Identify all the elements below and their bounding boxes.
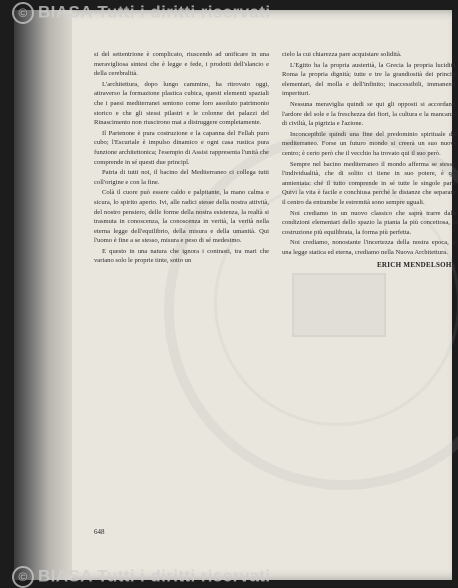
paragraph: Colà il cuore può essere caldo e palpitante, la mano calma e sicura, lo spirito aperto. Ivi, alle radici stesse della nostra attività, del nostro pensiero, delle forme della nostra esistenza, la realtà si trasmuta in conoscenza, la conoscenza in verità, la verità nella eterna legge dell'equilibrio, della misura e della umanità. Qui l'uomo è fine a se stesso, misura e peso di sé medesimo. (94, 189, 269, 245)
copyright-watermark-bottom (12, 566, 270, 588)
book-page (14, 10, 457, 580)
copyright-icon: © (12, 566, 34, 588)
text-column-left (94, 50, 269, 267)
paragraph: Patria di tutti noi, il bacino del Mediterraneo ci collega tutti coll'origine e con la fine. (94, 169, 269, 186)
watermark-text: BIASA Tutti i diritti riservati (38, 566, 271, 586)
paragraph: L'architettura, dopo lungo cammino, ha ritrovato oggi, attraverso la formazione plastica cubica, questi elementi spaziali che i paesi mediterranei sentono come loro assoluto patrimonio storico e che gli stessi pilastri e le colonne dei palazzi del Rinascimento non riuscirono mai a distruggere completamente. (94, 80, 269, 127)
watermark-text: BIASA Tutti i diritti riservati (38, 2, 271, 22)
paragraph: si del settentrione è complicato, riuscendo ad unificare in una meravigliosa sintesi che è legge e fede, i prodotti dell'slancio e della cerebralità. (94, 51, 269, 78)
paragraph: Nessuna meraviglia quindi se qui gli opposti si accordano: l'ardore del sole e la freschezza dei fiori, la cultura e la mancanza di civiltà, la pigrizia e l'azione. (282, 100, 457, 128)
author-signature: ERICH MENDELSOHN (376, 261, 457, 270)
paragraph: cielo la cui chiarezza pare acquistare solidità. (282, 51, 402, 58)
paragraph: E questo in una natura che ignora i contrasti, tra mari che variano solo le proprie tinte, sotto un (94, 247, 269, 265)
paragraph: Il Partenone è pura costruzione e la capanna del Fellah puro cubo; l'Escuriale è impulso dinamico e ogni casa rustica pura funzione architettonica; l'esempio di Assisi rappresenta l'unità che comprende in sé questi due principî. (94, 129, 269, 166)
text-column-right (282, 50, 457, 271)
paragraph: Noi crediamo in un nuovo classico che saprà trarre dalle condizioni elementari dello spazio la pianta la più concettosa, la costruzione più equilibrata, la forma più perfetta. (282, 209, 457, 236)
paragraph: Sempre nel bacino mediterraneo il mondo afferma se stesso, l'individualità, che di solito ci tiene in suo potere, è qui annientata: ché il tutto comprende in sé tutte le singole parti. Quivi la vita è facile e conchiusa perché le distanze che separano il centro da entrambe le estremità sono sempre uguali. (282, 160, 457, 206)
page-gutter-shadow (14, 10, 72, 580)
seal-building-emblem (292, 273, 386, 337)
paragraph: L'Egitto ha la propria austerità, la Grecia la propria lucidità, Roma la propria dignità; tutte e tre la grandiosità dei principî elementari, del molla e dell'infinito; inaccessibili, immanenti, imperituri. (282, 61, 457, 98)
paragraph: Noi crediamo, nonostante l'incertezza della nostra epoca, in una legge statica ed eterna, crediamo nella Nuova Architettura. (282, 239, 457, 256)
page-number: 648 (94, 528, 105, 536)
copyright-icon: © (12, 2, 34, 24)
paragraph: Inconcepibile quindi una fine del predominio spirituale del mediterraneo. Forse un futuro mondo si creerà un suo nuovo centro; è certo però che il vecchio ha trovato qui il suo però. (282, 130, 457, 157)
copyright-watermark-top (12, 2, 270, 24)
